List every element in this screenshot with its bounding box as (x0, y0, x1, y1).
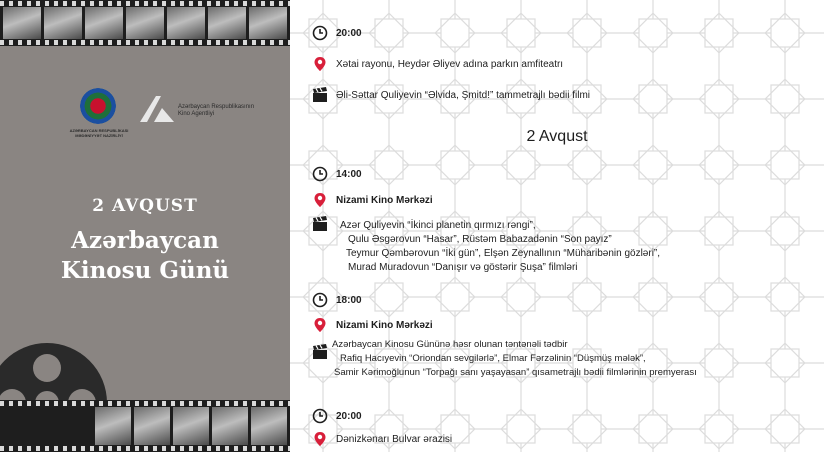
film-strip-top (0, 0, 290, 46)
day-heading: 2 Avqust (526, 128, 588, 145)
event2-line: Azərbaycan Kinosu Gününə həsr olunan təntənəli tədbir (332, 339, 568, 350)
clapperboard-icon (312, 216, 328, 232)
event-prev-time-row (312, 25, 362, 41)
event1-film-line: Teymur Qəmbərovun “İki gün”, Elşən Zeynallının “Müharibənin gözləri”, (346, 248, 661, 259)
location-pin-icon (312, 431, 328, 447)
clock-icon (312, 25, 328, 41)
location-pin-icon (312, 317, 328, 333)
event3-location-row (312, 431, 452, 447)
poster-title-line2: Kinosu Günü (60, 257, 230, 284)
event1-film-line: Murad Muradovun “Danışır və göstərir Şuşa” filmləri (348, 262, 578, 273)
logos-block (69, 88, 260, 150)
location-pin-icon (312, 56, 328, 72)
event2-line: Rafiq Hacıyevin “Oriondan sevgilərlə”, Elmar Fərzəlinin “Düşmüş mələk”, (340, 353, 646, 364)
event1-time-row (312, 166, 362, 182)
event2-description (328, 338, 697, 380)
event-prev-location-row (312, 56, 563, 72)
event2-location-row (312, 317, 433, 333)
event3-time-row (312, 408, 362, 424)
clapperboard-icon (312, 344, 328, 360)
event1-film-line: Azər Quliyevin “İkinci planetin qırmızı rəngi”, (340, 220, 536, 231)
poster-date: 2 AVQUST (92, 196, 198, 216)
event-prev-location: Xətai rayonu, Heydər Əliyev adına parkın amfiteatrı (336, 58, 564, 70)
event1-time: 14:00 (336, 168, 362, 180)
poster-title (0, 226, 290, 286)
film-strip-bottom (0, 400, 290, 452)
clock-icon (312, 408, 328, 424)
event3-time: 20:00 (336, 410, 362, 422)
event1-film-list (340, 219, 660, 275)
event2-line: Samir Kərimoğlunun “Torpağı sanı yaşayasan” qısametrajlı bədii filmlərinin premyerası (334, 367, 697, 378)
state-emblem-logo (80, 88, 116, 124)
event2-location: Nizami Kino Mərkəzi (336, 319, 433, 331)
event1-location-row (312, 192, 433, 208)
event2-time-row (312, 292, 362, 308)
event2-time: 18:00 (336, 294, 362, 306)
clock-icon (312, 166, 328, 182)
event-prev-film: Əli-Səttar Quliyevin “Əlvida, Şmitd!” tammetrajlı bədii filmi (336, 89, 590, 101)
clapperboard-icon (312, 87, 328, 103)
kino-agency-logo (138, 94, 178, 124)
event3-location: Dənizkənarı Bulvar ərazisi (336, 433, 453, 445)
clock-icon (312, 292, 328, 308)
location-pin-icon (312, 192, 328, 208)
event-poster (0, 0, 290, 452)
ministry-caption: AZƏRBAYCAN RESPUBLİKASI MƏDƏNİYYƏT NAZİRLİYİ (69, 128, 129, 138)
event-prev-film-row (312, 87, 590, 103)
event-prev-time: 20:00 (336, 27, 362, 39)
poster-title-line1: Azərbaycan (71, 227, 219, 254)
event1-film-line: Qulu Əsgərovun “Hasar”, Rüstəm Babazadənin “Son payız” (348, 234, 612, 245)
schedule-panel (290, 0, 824, 452)
agency-caption: Azərbaycan Respublikasının Kino Agentliyi (178, 104, 255, 117)
event1-location: Nizami Kino Mərkəzi (336, 194, 433, 206)
